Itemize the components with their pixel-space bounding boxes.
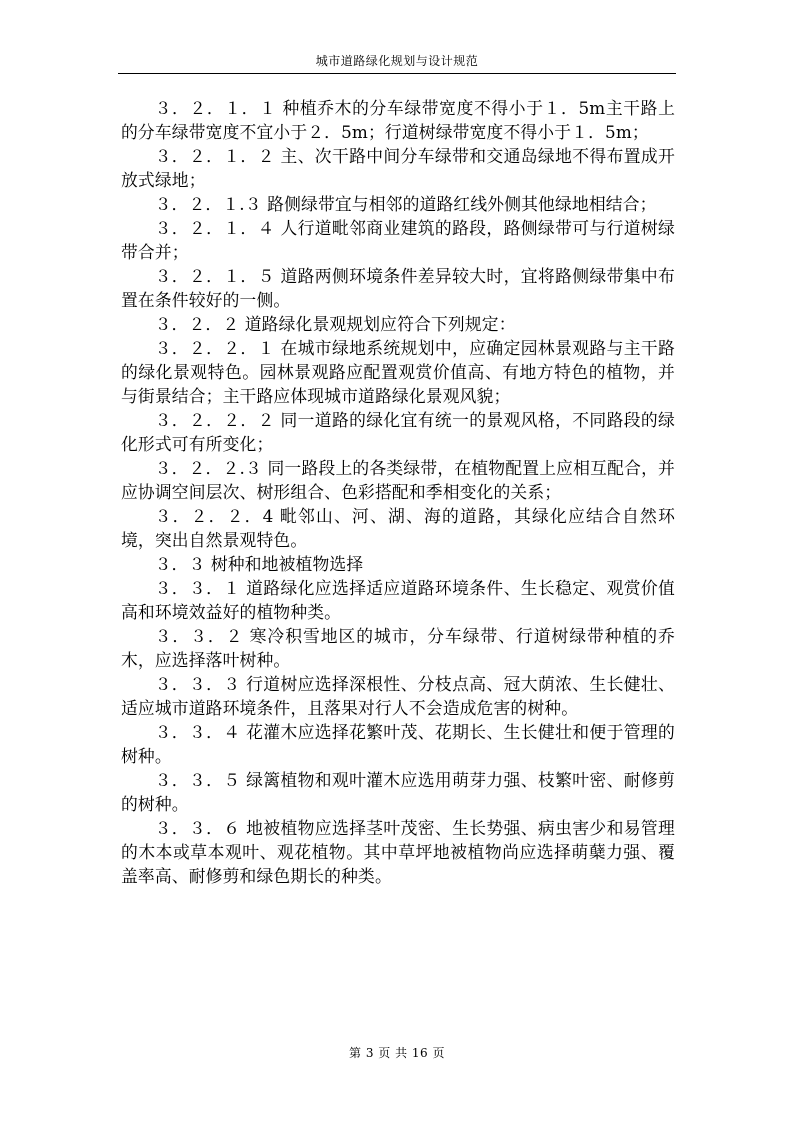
section-heading-3-3: ３．３ 树种和地被植物选择 [154,554,364,574]
page-number: 第 3 页 共 16 页 [349,1046,445,1060]
paragraph-3-2-1-4: ３．２．１．４ 人行道毗邻商业建筑的路段，路侧绿带可与行道树绿带合并； [121,218,675,262]
paragraph-3-2-2-2: ３．２．２．２ 同一道路的绿化宜有统一的景观风格，不同路段的绿化形式可有所变化； [121,410,675,454]
document-body [121,96,675,888]
page-header-title: 城市道路绿化规划与设计规范 [315,54,479,68]
paragraph-3-3-3: ３．３．３ 行道树应选择深根性、分枝点高、冠大荫浓、生长健壮、适应城市道路环境条件，且落果对行人不会造成危害的树种。 [121,674,675,718]
paragraph-3-2-1-3: ３．２．１.３ 路侧绿带宜与相邻的道路红线外侧其他绿地相结合； [154,194,657,214]
paragraph-3-2-2: ３．２．２ 道路绿化景观规划应符合下列规定： [154,314,516,334]
paragraph-3-3-4: ３．３．４ 花灌木应选择花繁叶茂、花期长、生长健壮和便于管理的树种。 [121,722,675,766]
paragraph-3-2-2-4: ３．２．２．4 毗邻山、河、湖、海的道路，其绿化应结合自然环境，突出自然景观特色。 [121,506,675,550]
paragraph-3-2-1-2: ３．２．１．２ 主、次干路中间分车绿带和交通岛绿地不得布置成开放式绿地； [121,146,675,190]
paragraph-3-2-1-5: ３．２．１．５ 道路两侧环境条件差异较大时，宜将路侧绿带集中布置在条件较好的一侧。 [121,266,675,310]
paragraph-3-3-6: ３．３．６ 地被植物应选择茎叶茂密、生长势强、病虫害少和易管理的木本或草本观叶、观花植物。其中草坪地被植物尚应选择萌蘖力强、覆盖率高、耐修剪和绿色期长的种类。 [121,818,675,886]
paragraph-3-2-2-1: ３．２．２．１ 在城市绿地系统规划中，应确定园林景观路与主干路的绿化景观特色。园林景观路应配置观赏价值高、有地方特色的植物，并与街景结合；主干路应体现城市道路绿化景观风貌； [121,338,675,406]
paragraph-3-3-1: ３．３．１ 道路绿化应选择适应道路环境条件、生长稳定、观赏价值高和环境效益好的植物种类。 [121,578,675,622]
paragraph-3-2-1-1: ３．２．１．１ 种植乔木的分车绿带宽度不得小于１．5m主干路上的分车绿带宽度不宜小于２．5m；行道树绿带宽度不得小于１．5m； [121,98,675,142]
paragraph-3-2-2-3: ３．２．２.３ 同一路段上的各类绿带，在植物配置上应相互配合，并应协调空间层次、树形组合、色彩搭配和季相变化的关系； [121,458,675,502]
paragraph-3-3-5: ３．３．５ 绿篱植物和观叶灌木应选用萌芽力强、枝繁叶密、耐修剪的树种。 [121,770,675,814]
paragraph-3-3-2: ３．３．２ 寒冷积雪地区的城市，分车绿带、行道树绿带种植的乔木，应选择落叶树种。 [121,626,675,670]
header-divider [118,73,676,74]
